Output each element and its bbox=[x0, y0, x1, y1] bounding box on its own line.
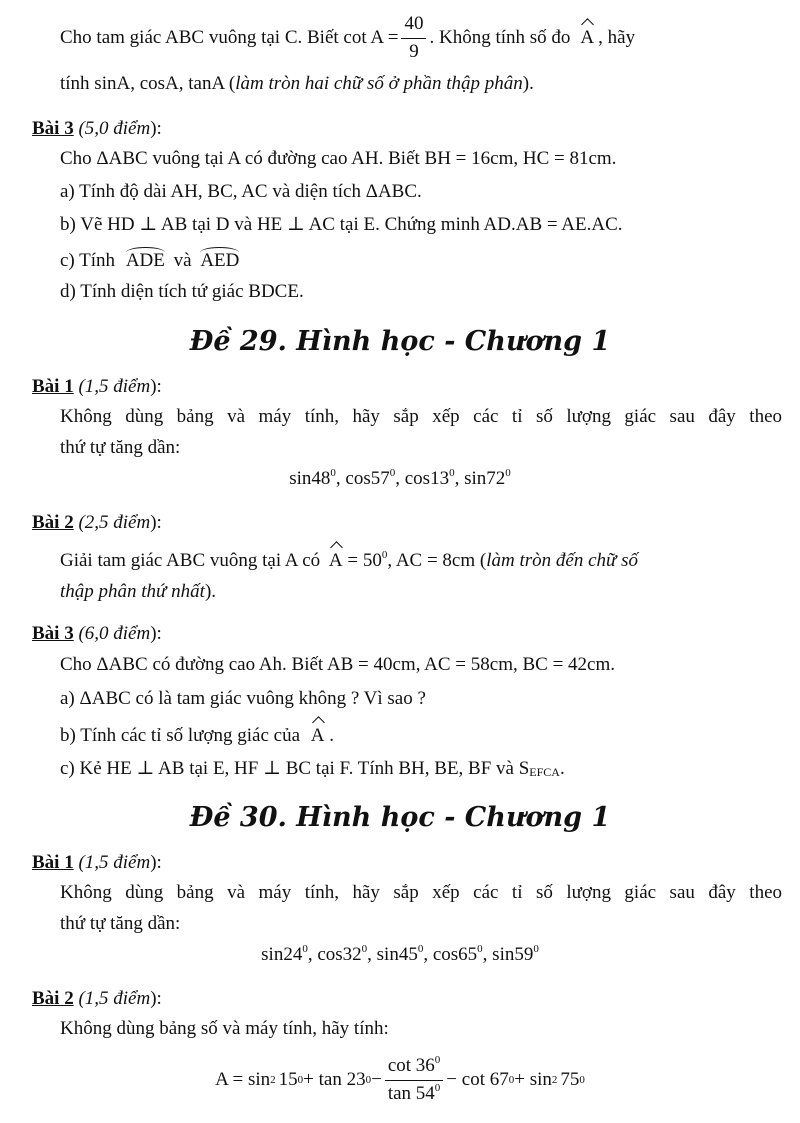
trig-term: sin59 bbox=[492, 944, 534, 965]
bai-colon: ): bbox=[150, 988, 162, 1009]
bai-text: Giải tam giác ABC vuông tại A có bbox=[60, 550, 321, 571]
formula-text: tan 54 bbox=[387, 1082, 435, 1104]
part-text: b) Tính các tỉ số lượng giác của bbox=[60, 725, 301, 746]
bai-colon: ): bbox=[150, 852, 162, 873]
degree-mark: 0 bbox=[434, 1053, 441, 1066]
formula-text: − cot 67 bbox=[446, 1068, 509, 1090]
trig-term: sin24 bbox=[261, 944, 303, 965]
bai3-part-c bbox=[60, 250, 239, 273]
intro-text: . Không tính số đo bbox=[429, 26, 571, 48]
degree-mark: 0 bbox=[361, 943, 368, 955]
de29-bai2-line2 bbox=[60, 581, 216, 604]
degree-mark: 0 bbox=[477, 943, 483, 955]
formula-text: 15 bbox=[278, 1068, 298, 1090]
angle-a: A bbox=[580, 26, 595, 48]
de29-bai3-heading bbox=[32, 623, 162, 646]
bai-points: (6,0 điểm bbox=[78, 623, 151, 644]
trig-term: cos13 bbox=[404, 468, 450, 489]
de30-bai2-heading bbox=[32, 988, 162, 1011]
formula-text: A = sin bbox=[215, 1068, 271, 1090]
bai-text: , AC = 8cm ( bbox=[387, 550, 487, 571]
fraction-numerator: 40 bbox=[401, 13, 426, 39]
de30-formula: A = sin 2 15 0 + tan 23 0 − $\frac{\cot 36^0}{\tan 54^0}$ − cot 67 0 + sin 2 75 0 bbox=[215, 1053, 585, 1104]
intro-italic: làm tròn hai chữ số ở phần thập phân bbox=[235, 73, 523, 94]
de30-bai1-line1: Không dùng bảng và máy tính, hãy sắp xếp các tỉ số lượng giác sau đây theo bbox=[60, 882, 782, 903]
bai-points: (1,5 điểm bbox=[78, 988, 151, 1009]
de29-bai1-line2: thứ tự tăng dần: bbox=[60, 437, 181, 458]
bai3-part-d: d) Tính diện tích tứ giác BDCE. bbox=[60, 281, 304, 302]
de30-bai1-expression: $\sin 24^0$, $\cos 32^0$, $\sin 45^0$, $\cos 65^0$, $\sin 59^0$ bbox=[261, 943, 539, 965]
de29-bai1-heading bbox=[32, 376, 162, 399]
area-subscript: EFCA bbox=[529, 765, 560, 779]
bai-points: (2,5 điểm bbox=[78, 512, 151, 533]
de30-bai1-heading bbox=[32, 852, 162, 875]
part-text: và bbox=[173, 250, 192, 271]
degree-mark: 0 bbox=[381, 549, 388, 561]
bai-label: Bài 1 bbox=[32, 376, 74, 397]
de30-title: Đề 30. Hình học - Chương 1 bbox=[189, 802, 611, 833]
de30-bai1-line2: thứ tự tăng dần: bbox=[60, 913, 181, 934]
de29-bai3-part-b bbox=[60, 725, 334, 748]
bai3-part-b: b) Vẽ HD ⊥ AB tại D và HE ⊥ AC tại E. Chứng minh AD.AB = AE.AC. bbox=[60, 214, 623, 235]
bai-italic: thập phân thứ nhất bbox=[60, 581, 205, 602]
angle-a: A bbox=[328, 550, 343, 571]
degree-mark: 0 bbox=[417, 943, 424, 955]
bai-text: ). bbox=[204, 581, 217, 602]
bai-colon: ): bbox=[150, 376, 162, 397]
formula-text: − bbox=[371, 1068, 382, 1090]
bai3-heading bbox=[32, 118, 162, 141]
formula-text: 75 bbox=[560, 1068, 580, 1090]
de30-bai2-line1: Không dùng bảng số và máy tính, hãy tính: bbox=[60, 1018, 389, 1039]
de29-bai1-expression: $\sin 48^0$, $\cos 57^0$, $\cos 13^0$, $\sin 72^0$ bbox=[289, 467, 511, 489]
de29-bai3-part-a: a) ΔABC có là tam giác vuông không ? Vì sao ? bbox=[60, 688, 426, 709]
intro-line-2 bbox=[60, 73, 534, 96]
de29-bai2-line1 bbox=[60, 550, 638, 573]
bai-label: Bài 3 bbox=[32, 118, 74, 139]
de29-bai3-statement: Cho ΔABC có đường cao Ah. Biết AB = 40cm, AC = 58cm, BC = 42cm. bbox=[60, 654, 616, 675]
formula-text: + sin bbox=[514, 1068, 552, 1090]
bai-points: (5,0 điểm bbox=[78, 118, 151, 139]
fraction-denominator: 9 bbox=[409, 40, 419, 62]
intro-text: tính sinA, cosA, tanA ( bbox=[60, 73, 236, 94]
part-text: . bbox=[559, 758, 565, 779]
bai-points: (1,5 điểm bbox=[78, 852, 151, 873]
part-text: c) Tính bbox=[60, 250, 116, 271]
bai3-part-a: a) Tính độ dài AH, BC, AC và diện tích ΔABC. bbox=[60, 181, 422, 202]
trig-term: sin48 bbox=[289, 468, 331, 489]
angle-a: A bbox=[310, 725, 325, 746]
de29-bai2-heading bbox=[32, 512, 162, 535]
formula-text: cot 36 bbox=[387, 1054, 435, 1076]
fraction-denominator bbox=[385, 1081, 443, 1106]
bai-label: Bài 3 bbox=[32, 623, 74, 644]
intro-text: ). bbox=[522, 73, 534, 94]
degree-mark: 0 bbox=[533, 943, 539, 955]
trig-term: sin72 bbox=[464, 468, 506, 489]
bai-label: Bài 2 bbox=[32, 988, 74, 1009]
degree-mark: 0 bbox=[505, 467, 511, 479]
intro-text: , hãy bbox=[598, 26, 636, 48]
angle-aed: AED bbox=[200, 250, 240, 271]
cot-fraction bbox=[401, 13, 426, 64]
part-text: . bbox=[329, 725, 334, 746]
trig-term: cos65 bbox=[432, 944, 478, 965]
fraction-numerator bbox=[385, 1055, 443, 1081]
bai-text: = 50 bbox=[342, 550, 382, 571]
bai-colon: ): bbox=[150, 512, 162, 533]
trig-term: sin45 bbox=[376, 944, 418, 965]
degree-mark: 0 bbox=[302, 943, 308, 955]
degree-mark: 0 bbox=[389, 467, 396, 479]
bai-colon: ): bbox=[150, 118, 162, 139]
part-text: c) Kẻ HE ⊥ AB tại E, HF ⊥ BC tại F. Tính BH, BE, BF và S bbox=[60, 758, 530, 779]
bai-label: Bài 2 bbox=[32, 512, 74, 533]
de29-bai1-line1: Không dùng bảng và máy tính, hãy sắp xếp các tỉ số lượng giác sau đây theo bbox=[60, 406, 782, 427]
formula-text: + tan 23 bbox=[303, 1068, 366, 1090]
de29-bai3-part-c bbox=[60, 758, 565, 781]
intro-text: Cho tam giác ABC vuông tại C. Biết cot A = bbox=[60, 26, 399, 48]
cot-tan-fraction bbox=[385, 1055, 443, 1106]
degree-mark: 0 bbox=[434, 1081, 441, 1094]
degree-mark: 0 bbox=[449, 467, 455, 479]
bai-label: Bài 1 bbox=[32, 852, 74, 873]
bai3-statement: Cho ΔABC vuông tại A có đường cao AH. Biết BH = 16cm, HC = 81cm. bbox=[60, 148, 617, 169]
trig-term: cos32 bbox=[317, 944, 362, 965]
trig-term: cos57 bbox=[345, 468, 390, 489]
intro-line-1 bbox=[60, 12, 635, 64]
de29-title: Đề 29. Hình học - Chương 1 bbox=[189, 326, 611, 357]
degree-mark: 0 bbox=[330, 467, 336, 479]
bai-italic: làm tròn đến chữ số bbox=[486, 550, 639, 571]
bai-points: (1,5 điểm bbox=[78, 376, 151, 397]
bai-colon: ): bbox=[150, 623, 162, 644]
angle-ade: ADE bbox=[125, 250, 165, 271]
